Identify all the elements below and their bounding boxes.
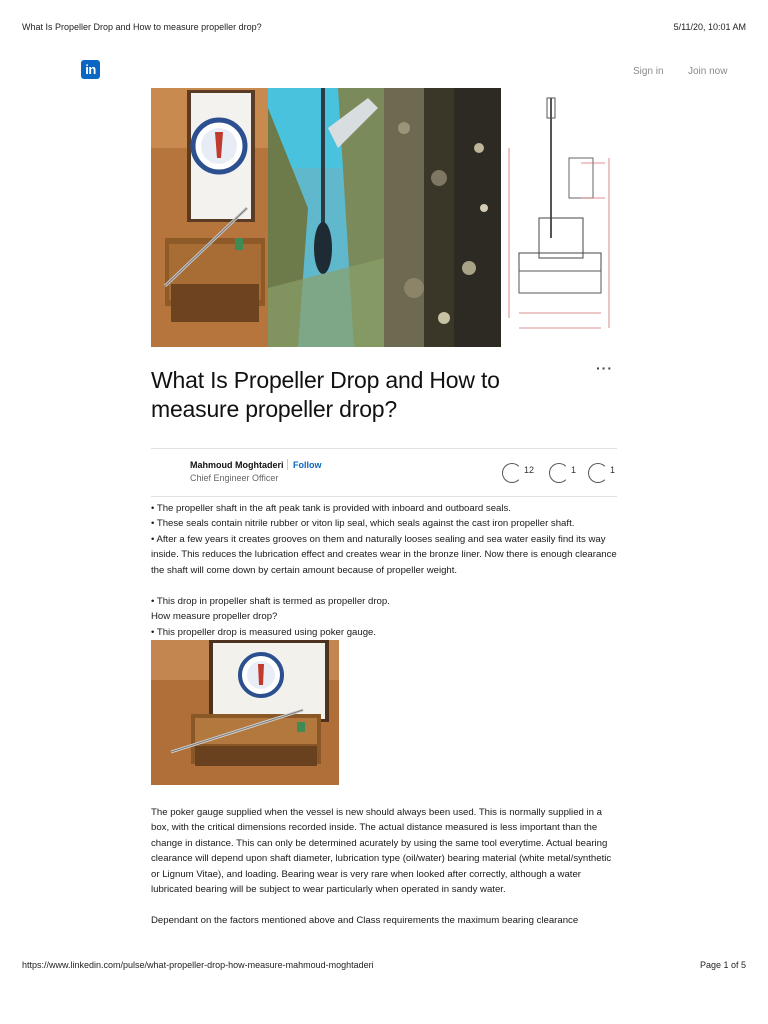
hero-technical-drawing [501,88,617,347]
share-icon [588,463,608,483]
divider [151,496,617,497]
list-item: • After a few years it creates grooves on them and naturally looses sealing and sea water easily find its way inside. This reduces the lubrication effect and creates wear in the bronze liner. Now there is enough clearance the shaft will come down by certain amount because of propeller weight. [151,533,617,576]
divider [151,448,617,449]
article-bullets-intro [151,501,621,578]
list-item: • This drop in propeller shaft is termed as propeller drop. [151,596,390,607]
list-item: • This propeller drop is measured using poker gauge. [151,626,377,638]
comment-button[interactable] [549,462,576,484]
article-paragraph: Dependant on the factors mentioned above and Class requirements the maximum bearing clearance [151,915,579,926]
article-bullets-drop [151,594,621,640]
article-title: What Is Propeller Drop and How to measure propeller drop? [151,367,500,422]
sign-in-link[interactable]: Sign in [633,66,664,77]
hero-fouled-hull-photo [384,88,501,347]
article-hero-image [151,88,617,347]
article-paragraph: The poker gauge supplied when the vessel is new should always been used. This is normally supplied in a box, with the critical dimensions recorded inside. The actual distance measured is less important than the change in distance. This can only be determined acurately by using the same tool everytime. Actual bearing clearance will depend upon shaft diameter, lubrication type (oil/water) bearing material (white metal/synthetic or Lignum Vitae), and loading. Bearing wear is very rare when looked after correctly, although a water lubricated bearing will be subject to wear particularly when operated in sandy water. [151,807,612,896]
join-now-link[interactable]: Join now [688,66,728,77]
divider [287,459,288,470]
comment-count: 1 [571,465,577,475]
poker-gauge-photo [151,640,339,785]
print-footer-page: Page 1 of 5 [699,960,746,970]
print-header [22,22,746,34]
like-button[interactable] [502,462,534,484]
share-count: 1 [610,465,616,475]
print-header-title: What Is Propeller Drop and How to measure propeller drop? [22,22,262,32]
print-footer-url[interactable]: https://www.linkedin.com/pulse/what-propeller-drop-how-measure-mahmoud-moghtaderi [22,960,374,970]
list-item: • These seals contain nitrile rubber or viton lip seal, which seals against the cast iron propeller shaft. [151,518,575,530]
follow-button[interactable]: Follow [293,460,322,470]
like-icon [502,463,522,483]
hero-underwater-photo [268,88,384,347]
author-role: Chief Engineer Officer [190,473,279,483]
author-name[interactable]: Mahmoud Moghtaderi [190,460,284,470]
print-header-datetime: 5/11/20, 10:01 AM [673,22,746,32]
linkedin-logo-icon[interactable]: in [81,60,100,79]
like-count: 12 [524,465,535,475]
comment-icon [549,463,569,483]
hero-poker-gauge-photo [151,88,268,347]
share-button[interactable] [588,462,615,484]
list-item: • The propeller shaft in the aft peak tank is provided with inboard and outboard seals. [151,503,511,514]
more-horizontal-icon[interactable]: ··· [596,360,613,376]
list-item: How measure propeller drop? [151,611,278,623]
